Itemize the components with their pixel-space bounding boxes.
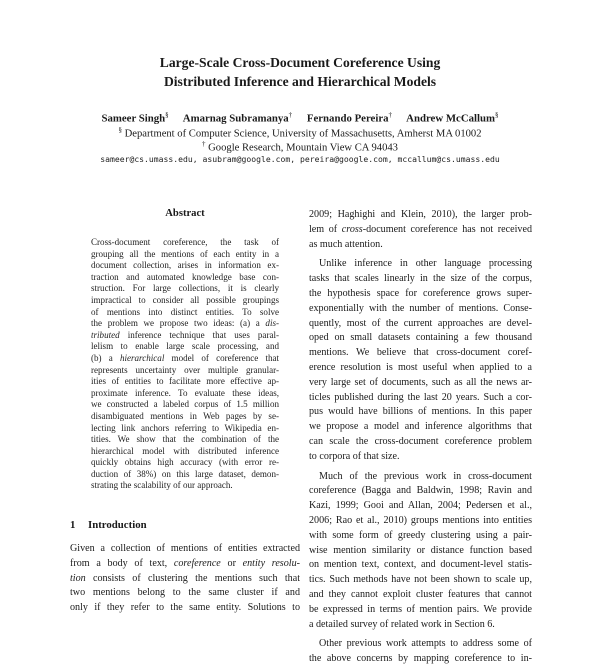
author-mark: § (165, 111, 169, 119)
body-line: exponentially with the number of mentions. Conse- (309, 302, 532, 314)
body-line: tasks that scales linearly in the size of the corpus, (309, 273, 532, 285)
body-line: the hypothesis space for coreference grows super- (309, 287, 532, 299)
abstract-line: quickly obtains high accuracy (with error re- (91, 457, 279, 468)
body-line: oped on small datasets containing a few thousand (309, 332, 532, 344)
emphasis-coreference: coreference (173, 557, 221, 569)
section-heading-introduction (70, 519, 147, 531)
affiliation-mark: § (118, 126, 122, 134)
abstract-line: lecting link anchors referring to Wikipedia en- (91, 422, 279, 433)
body-line: be expressed in terms of mention pairs. We provide (309, 603, 532, 615)
author-mark: § (495, 111, 499, 119)
abstract-body (91, 237, 279, 492)
body-line (70, 572, 300, 587)
author-mark: † (288, 111, 293, 119)
body-line (309, 223, 532, 238)
emphasis-cross: cross (341, 223, 363, 235)
body-line: erence resolution is most useful when applied to a (309, 361, 532, 373)
abstract-line-text: inference technique that uses paral- (127, 329, 279, 340)
abstract-line (91, 318, 279, 330)
abstract-line-text: model of coreference that (171, 352, 280, 363)
body-line-text: -document coreference has not received (362, 223, 532, 235)
body-line: very large set of documents, such as all the news ar- (309, 376, 532, 388)
title-line-1: Large-Scale Cross-Document Coreference Using (159, 55, 441, 70)
abstract-line-text: the problem we propose two ideas: (a) a (91, 318, 266, 329)
abstract-line: document collection, arises in information ex- (91, 260, 279, 271)
abstract-line: impractical to consider all possible groupings (91, 294, 279, 305)
abstract-line: duction of 38%) on this large dataset, demon- (91, 468, 279, 479)
right-column-text (309, 208, 532, 667)
author-name: Amarnag Subramanya (182, 112, 289, 125)
body-line: can scale the cross-document coreference problem (309, 435, 532, 447)
abstract-line: proximate inference. To evaluate these ideas, (91, 387, 279, 398)
abstract-line: lelism to enable large scale processing, and (91, 341, 279, 352)
body-line: Kazi, 1999; Gooi and Allan, 2004; Pedersen et al., (309, 500, 532, 512)
body-line: Other previous work attempts to address some of (319, 638, 532, 650)
paper-title (60, 53, 540, 91)
abstract-line: of mentions into distinct entities. To solve (91, 306, 279, 317)
emphasis-hierarchical: hierarchical (119, 352, 165, 363)
body-line: the above concerns by mapping coreference to in- (309, 653, 532, 665)
section-number: 1 (70, 519, 76, 531)
body-line: 2006; Rao et al., 2010) groups mentions into entities (309, 514, 532, 526)
abstract-line: struction. For large collections, it is clearly (91, 283, 279, 294)
author-emails: sameer@cs.umass.edu, asubram@google.com, pereira@google.com, mccallum@cs.umass.edu (100, 154, 500, 164)
body-line: only if they refer to the same entity. Solutions to (70, 602, 300, 614)
abstract-line: tities. We show that the combination of the (91, 434, 279, 445)
body-line: 2009; Haghighi and Klein, 2010), the larger prob- (309, 209, 532, 220)
body-line: to corpora of that size. (309, 450, 400, 462)
body-line-text: consists of clustering the mentions such that (93, 572, 300, 584)
abstract-line: traction and automated knowledge base con- (91, 271, 279, 282)
body-line: tics. Such methods have not been shown to scale up, (309, 574, 532, 586)
body-line-text: lem of (309, 223, 342, 235)
body-line: we propose a model and inference algorithms that (309, 421, 532, 433)
body-line: as much attention. (309, 238, 383, 250)
emphasis-entity-resolution: entity resolu- (242, 557, 300, 569)
author-name: Sameer Singh (101, 112, 166, 125)
author-name: Andrew McCallum (406, 112, 496, 125)
emphasis-entity-resolution: tion (70, 572, 86, 584)
body-line: a detailed survey of related work in Section 6. (309, 618, 495, 630)
body-line (70, 557, 300, 572)
body-line: with some form of greedy clustering using a pair- (309, 529, 532, 541)
body-line: Much of the previous work in cross-document (319, 470, 532, 482)
author-name: Fernando Pereira (306, 112, 389, 125)
body-line: wise mention similarity or distance function based (309, 544, 532, 556)
body-line: coreference (Bagga and Baldwin, 1998; Ravin and (309, 485, 532, 497)
body-line: two mentions belong to the same cluster if and (70, 587, 300, 599)
introduction-text (70, 542, 300, 616)
abstract-line (91, 330, 279, 342)
affiliation-mark: † (202, 140, 206, 148)
abstract-line: strating the scalability of our approach. (91, 480, 233, 491)
body-line: Unlike inference in other language processing (319, 258, 532, 270)
abstract-heading: Abstract (165, 208, 205, 219)
affiliation-text: Department of Computer Science, University of Massachusetts, Amherst MA 01002 (124, 128, 482, 140)
body-line-text: or (227, 557, 243, 569)
body-line: mentions. We believe that cross-document coref- (309, 347, 532, 359)
body-line: Given a collection of mentions of entities extracted (70, 543, 300, 554)
author-mark: † (388, 111, 393, 119)
emphasis-distributed: tributed (91, 329, 120, 340)
emphasis-distributed: dis- (265, 318, 279, 329)
affiliation-text: Google Research, Mountain View CA 94043 (208, 142, 398, 154)
body-line: on mention text, context, and document-level statis- (309, 559, 532, 571)
abstract-line: represents uncertainty over multiple granular- (91, 364, 279, 375)
abstract-line: grouping all the mentions of each entity in a (91, 248, 279, 259)
abstract-line: hierarchical model with distributed inference (91, 445, 279, 456)
body-line: quently, most of the current approaches are devel- (309, 317, 532, 329)
abstract-line: we constructed a labeled corpus of 1.5 million (91, 399, 279, 410)
body-line: ticles published during the last 20 years. Such a cor- (309, 391, 532, 403)
abstract-line: disambiguated mentions in Web pages by se- (91, 410, 279, 421)
body-line: pus would have billions of mentions. In this paper (309, 406, 532, 418)
body-line-text: from a body of text, (70, 557, 174, 569)
abstract-line: ities of entities to facilitate more effective ap- (91, 376, 279, 387)
abstract-line: Cross-document coreference, the task of (91, 237, 279, 247)
section-title: Introduction (88, 519, 147, 531)
title-line-2: Distributed Inference and Hierarchical Models (163, 74, 437, 89)
author-list (40, 108, 560, 126)
abstract-line (91, 353, 279, 365)
body-line: and they cannot exploit cluster features that cannot (309, 588, 532, 600)
abstract-line-text: (b) a (91, 352, 120, 363)
